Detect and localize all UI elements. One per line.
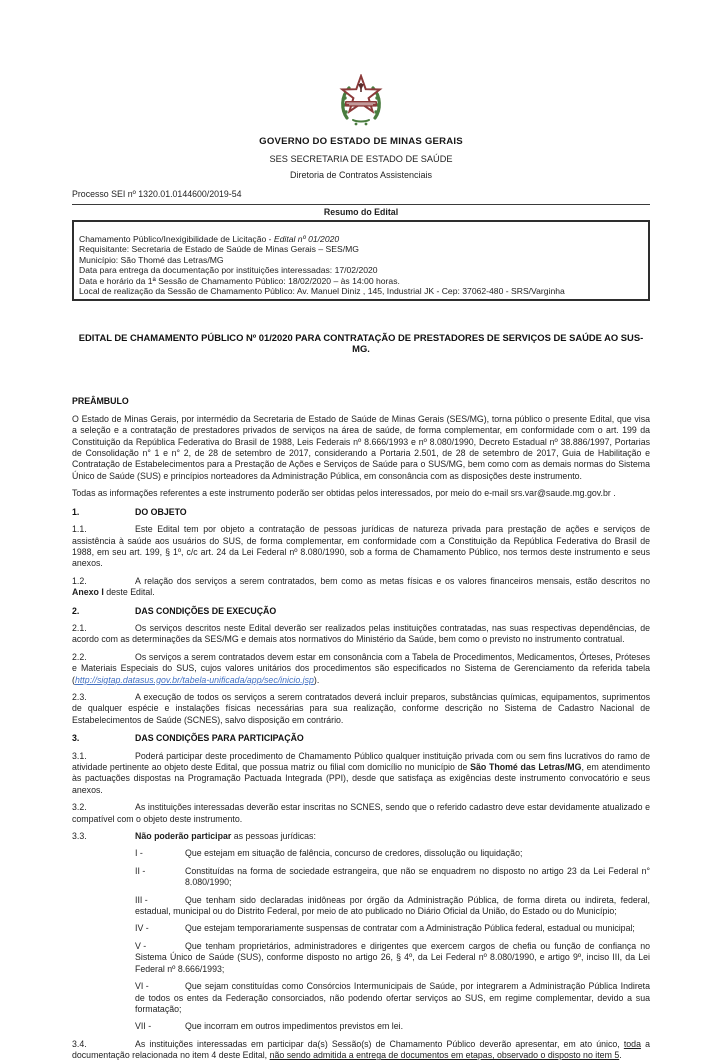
text-segment: as pessoas jurídicas: (231, 831, 316, 842)
paragraph (72, 623, 650, 646)
summary-line (79, 234, 643, 244)
paragraph (72, 524, 650, 570)
paragraph (72, 576, 650, 599)
item-number: VII - (135, 1021, 152, 1032)
summary-lines (79, 234, 643, 296)
heading-text: DAS CONDIÇÕES DE EXECUÇÃO (135, 605, 277, 616)
text-segment: Que estejam em situação de falência, concurso de credores, dissolução ou liquidação; (185, 848, 523, 859)
paragraph (72, 488, 650, 499)
item-number: 2. (72, 605, 80, 616)
text-segment: A execução de todos os serviços a serem contratados deverá incluir preparos, substâncias químicas, equipamentos, suprimentos de qualquer espécie e instalações físicas necessárias para sua realização, conforme descrição no Sistema de Cadastro Nacional de Estabelecimentos de Saúde (SCNES), salvo disposição em contrário. (72, 691, 650, 725)
list-item (135, 866, 650, 889)
list-item (135, 923, 650, 934)
text-segment: A relação dos serviços a serem contratados, bem como as metas físicas e os valores financeiros mensais, estão descritos no (135, 575, 650, 586)
text-segment: Data para entrega da documentação por instituições interessadas: 17/02/2020 (79, 265, 378, 276)
item-number: 3.2. (72, 802, 87, 813)
summary-line (79, 276, 643, 286)
section-heading (72, 507, 650, 518)
text-segment: Poderá participar deste procedimento de Chamamento Público qualquer instituição privada com ou sem fins lucrativos do ramo de atividade pertinente ao objeto deste Edital, que possua matriz ou filial com domicílio no município de (72, 750, 650, 772)
paragraph (72, 831, 650, 842)
text-segment: toda (623, 1038, 641, 1049)
hyperlink[interactable]: http://sigtap.datasus.gov.br/tabela-unificada/app/sec/inicio.jsp (74, 674, 314, 685)
text-segment: Que estejam temporariamente suspensas de contratar com a Administração Pública federal, estadual ou municipal; (185, 923, 635, 934)
edital-summary (72, 204, 650, 301)
summary-line (79, 265, 643, 275)
item-number: 3.3. (72, 831, 87, 842)
item-number: VI - (135, 981, 149, 992)
section-heading (72, 606, 650, 617)
paragraph (72, 802, 650, 825)
item-number: 1.2. (72, 575, 87, 586)
item-number: 3.1. (72, 750, 87, 761)
text-segment: a documentação relacionada no item 4 deste Edital, (72, 1038, 650, 1061)
text-segment: Não poderão participar (135, 831, 232, 842)
text-segment: Os serviços descritos neste Edital deverão ser realizados pelas instituições contratadas, nas suas respectivas dependências, de acordo com as determinações da SES/MG e demais atos normativos do Ministério da Saúde, bem como o previsto no instrumento contratual. (72, 622, 650, 645)
summary-title: Resumo do Edital (72, 204, 650, 220)
document-body (72, 396, 650, 1061)
text-segment: Chamamento Público/Inexigibilidade de Licitação - (79, 234, 274, 244)
list-item (135, 895, 650, 918)
item-number: III - (135, 894, 148, 905)
text-segment: Data e horário da 1ª Sessão de Chamamento Público: 18/02/2020 – às 14:00 horas. (79, 275, 400, 286)
paragraph (72, 414, 650, 482)
item-number: 2.1. (72, 622, 87, 633)
list-item (135, 981, 650, 1015)
text-segment: não sendo admitida a entrega de documentos em etapas, observado o disposto no item 5 (269, 1050, 620, 1061)
summary-line (79, 244, 643, 254)
text-segment: Município: São Thomé das Letras/MG (79, 254, 224, 265)
item-number: 1.1. (72, 524, 87, 535)
text-segment: Todas as informações referentes a este instrumento poderão ser obtidas pelos interessados, por meio do e-mail srs.var@saude.mg.gov.br . (72, 488, 616, 499)
text-segment: . (619, 1050, 622, 1061)
list-item (135, 848, 650, 859)
document-title: EDITAL DE CHAMAMENTO PÚBLICO Nº 01/2020 PARA CONTRATAÇÃO DE PRESTADORES DE SERVIÇOS DE SAÚDE AO SUS-MG. (78, 332, 644, 355)
item-number: 1. (72, 506, 80, 517)
process-number: Processo SEI nº 1320.01.0144600/2019-54 (72, 189, 242, 199)
section-heading (72, 733, 650, 744)
text-segment: Os serviços a serem contratados devem estar em consonância com a Tabela de Procedimentos, Medicamentos, Órteses, Próteses e Materiais Especiais do SUS, cujos valores unitários dos procedimentos são especificados no Sistema de Gerenciamento da referida tabela ( (72, 651, 650, 685)
item-number: II - (135, 865, 146, 876)
government-header (72, 74, 650, 180)
text-segment: Que incorram em outros impedimentos previstos em lei. (185, 1021, 404, 1032)
paragraph (72, 652, 650, 686)
text-segment: ). (313, 674, 320, 685)
text-segment: Local de realização da Sessão de Chamamento Público: Av. Manuel Diniz , 145, Industrial JK - Cep: 37062-480 - SRS/Varginha (79, 286, 565, 297)
item-number: 2.3. (72, 691, 87, 702)
text-segment: As instituições interessadas em participar da(s) Sessão(s) de Chamamento Público deverão apresentar, em ato único, (135, 1038, 624, 1049)
org-name: GOVERNO DO ESTADO DE MINAS GERAIS (259, 136, 463, 147)
item-number: 3. (72, 733, 80, 744)
item-number: IV - (135, 923, 149, 934)
text-segment: O Estado de Minas Gerais, por intermédio da Secretaria de Estado de Saúde de Minas Gerais (SES/MG), torna público o presente Edital, que visa a seleção e a contratação de prestadores privados de serviços na área de saúde, de forma complementar, em conformidade com o art. 199 da Constituição da República Federativa do Brasil de 1988, Leis Federais nº 8.666/1993 e nº 8.080/1990, Decreto Estadual nº 38.886/1997, Portarias de Consolidação n° 1 e n° 2, de 28 de setembro de 2017, considerando a Portaria 2.501, de 28 de setembro de 2017, Guia de Habilitação e Contratação de Estabelecimentos para a Prestação de Ações e Serviços de Saúde para o SUS/MG, bem como com as demais normas do Sistema Único de Saúde (SUS) e princípios norteadores da Administração Pública, em consonância com as disposições deste instrumento. (72, 413, 650, 481)
text-segment: Constituídas na forma de sociedade estrangeira, que não se enquadrem no disposto no artigo 23 da Lei Federal n° 8.080/1990; (185, 865, 650, 888)
org-division: Diretoria de Contratos Assistenciais (289, 170, 433, 180)
text-segment: As instituições interessadas deverão estar inscritas no SCNES, sendo que o referido cadastro deve estar devidamente atualizado e compatível com o objeto deste instrumento. (72, 802, 650, 824)
list-item (135, 1021, 650, 1032)
minas-gerais-coat-of-arms-icon (337, 74, 385, 130)
paragraph (72, 1039, 650, 1062)
text-segment: Edital nº 01/2020 (273, 234, 340, 244)
text-segment: Que sejam constituídas como Consórcios Intermunicipais de Saúde, por integrarem a Administração Pública Indireta de todos os entes da Federação consorciados, não podendo ofertar serviços ao SUS, em regime complementar, devido a sua formatação; (135, 981, 650, 1014)
text-segment: Requisitante: Secretaria de Estado de Saúde de Minas Gerais – SES/MG (79, 244, 359, 255)
summary-line (79, 255, 643, 265)
text-segment: Que tenham sido declaradas inidôneas por órgão da Administração Pública, de forma direta ou indireta, federal, estadual, municipal ou do Distrito Federal, por meio de ato publicado no Diário Oficial da União, do Estado ou do Município; (135, 894, 650, 917)
text-segment: deste Edital. (103, 587, 155, 598)
text-segment: Que tenham proprietários, administradores e dirigentes que exercem cargos de chefia ou função de confiança no Sistema Único de Saúde (SUS), conforme disposto no artigo 26, § 4º, da Lei Federal nº 8.080/1990, e artigo 9º, inciso III, da Lei Federal nº 8.666/1993; (135, 940, 650, 974)
text-segment: São Thomé das Letras/MG (470, 762, 582, 772)
item-number: I - (135, 848, 143, 859)
item-number: V - (135, 940, 147, 951)
paragraph (72, 751, 650, 797)
summary-line (79, 286, 643, 296)
summary-box (72, 220, 650, 301)
paragraph (72, 692, 650, 726)
section-heading (72, 396, 650, 407)
org-department: SES SECRETARIA DE ESTADO DE SAÚDE (269, 154, 453, 164)
list-item (135, 941, 650, 975)
text-segment: Anexo I (72, 587, 104, 598)
heading-text: DO OBJETO (135, 506, 187, 517)
heading-text: DAS CONDIÇÕES PARA PARTICIPAÇÃO (135, 733, 304, 744)
text-segment: , em atendimento às pactuações dispostas na Programação Pactuada Integrada (PPI), desde que satisfaça as exigências deste instrumento convocatório e seus anexos. (72, 762, 650, 795)
item-number: 3.4. (72, 1038, 87, 1049)
item-number: 2.2. (72, 651, 87, 662)
heading-text: PREÂMBULO (72, 396, 129, 407)
text-segment: Este Edital tem por objeto a contratação de pessoas jurídicas de natureza privada para prestação de ações e serviços de assistência à saúde aos usuários do SUS, de forma complementar, em conformidade com a Constituição da República Federativa do Brasil de 1988, em seu art. 199, § 1º, c/c art. 24 da Lei Federal nº 8.080/1990, sob a forma de Chamamento Público, nos termos deste instrumento e seus anexos. (72, 524, 650, 569)
